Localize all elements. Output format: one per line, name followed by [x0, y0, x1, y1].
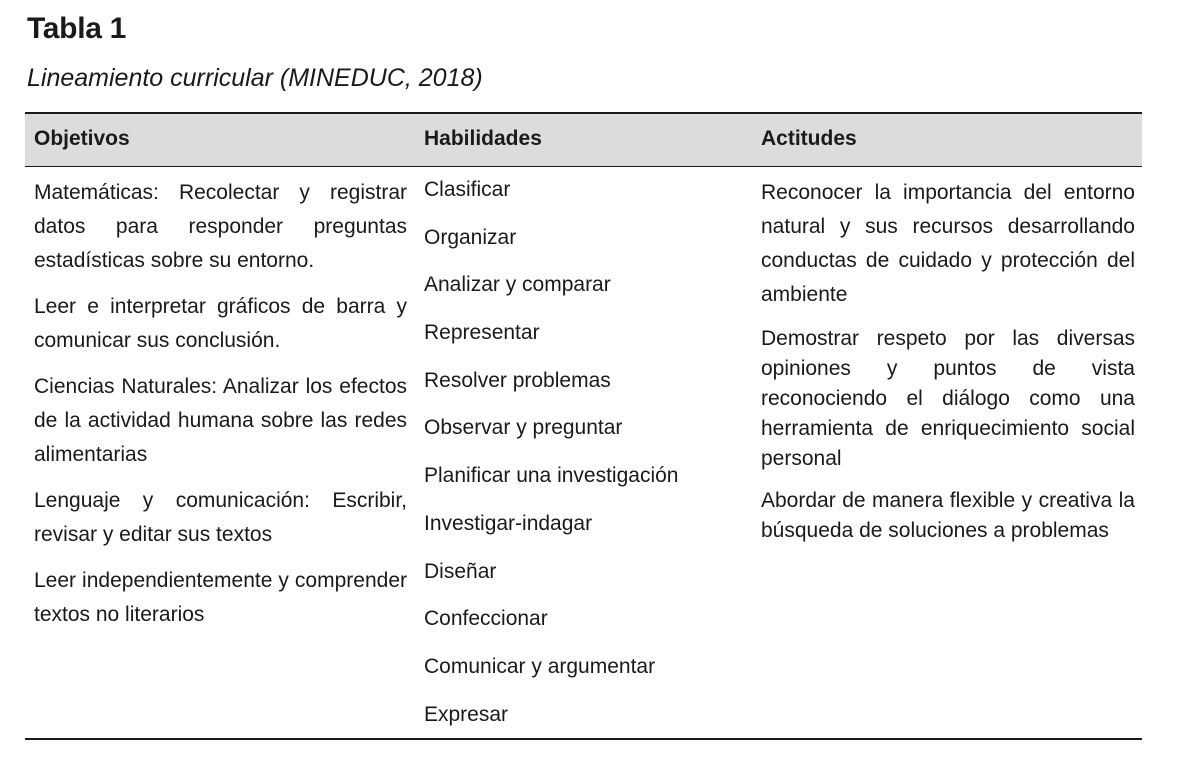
habilidad-item: Analizar y comparar — [424, 273, 611, 297]
habilidad-item: Expresar — [424, 702, 509, 726]
table-header-band — [25, 114, 1142, 167]
habilidad-item: Organizar — [424, 225, 517, 249]
habilidad-item: Investigar-indagar — [424, 511, 593, 535]
table-subtitle: Lineamiento curricular (MINEDUC, 2018) — [27, 64, 483, 92]
objetivo-item: Matemáticas: Recolectar y registrar datos para responder preguntas estadísticas sobre su entorno. — [34, 181, 407, 272]
habilidad-item: Planificar una investigación — [424, 464, 679, 488]
objetivo-item: Ciencias Naturales: Analizar los efectos de la actividad humana sobre las redes alimentarias — [34, 375, 407, 466]
column-objetivos — [34, 176, 407, 644]
habilidad-item: Clasificar — [424, 178, 511, 201]
table-title: Tabla 1 — [27, 12, 127, 45]
habilidad-item: Diseñar — [424, 559, 497, 583]
actitud-item: Reconocer la importancia del entorno natural y sus recursos desarrollando conductas de cuidado y protección del ambiente — [761, 181, 1135, 306]
header-objetivos: Objetivos — [34, 127, 130, 150]
header-habilidades: Habilidades — [424, 127, 542, 150]
actitud-item: Demostrar respeto por las diversas opiniones y puntos de vista reconociendo el diálogo como una herramienta de enriquecimiento social personal — [761, 327, 1135, 470]
actitud-item: Abordar de manera flexible y creativa la búsqueda de soluciones a problemas — [761, 489, 1135, 542]
habilidad-item: Observar y preguntar — [424, 416, 623, 440]
habilidad-item: Confeccionar — [424, 607, 548, 631]
habilidad-item: Resolver problemas — [424, 368, 611, 392]
objetivo-item: Leer e interpretar gráficos de barra y comunicar sus conclusión. — [34, 295, 407, 352]
objetivo-item: Leer independientemente y comprender textos no literarios — [34, 569, 407, 626]
header-actitudes: Actitudes — [761, 127, 857, 150]
habilidad-item: Representar — [424, 321, 540, 345]
column-actitudes — [761, 176, 1135, 558]
table-bottom-rule — [25, 738, 1142, 740]
column-habilidades — [424, 178, 744, 750]
habilidad-item: Comunicar y argumentar — [424, 654, 656, 678]
objetivo-item: Lenguaje y comunicación: Escribir, revisar y editar sus textos — [34, 489, 407, 546]
